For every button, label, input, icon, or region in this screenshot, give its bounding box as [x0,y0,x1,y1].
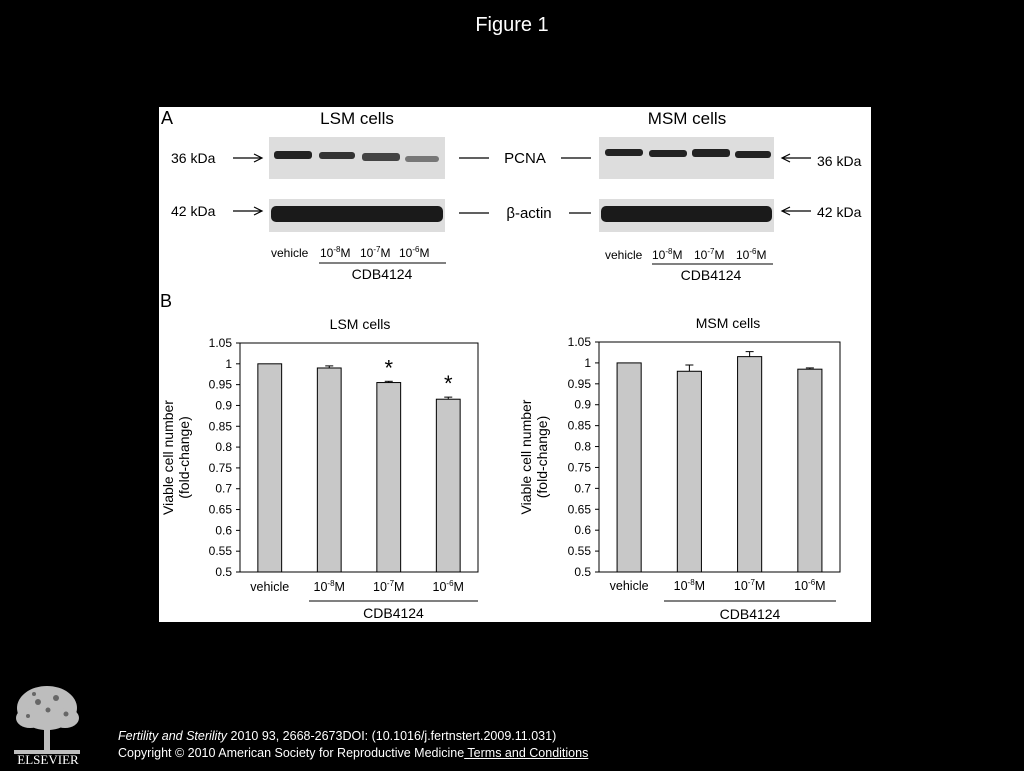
y-tick-label: 0.5 [574,565,591,579]
elsevier-logo [8,680,88,766]
arrow-right-icon [233,207,262,215]
y-tick-label: 0.8 [215,440,232,455]
y-tick-label: 0.55 [208,544,232,559]
actin-bands-right [601,206,772,222]
lane-labels-left [271,245,429,260]
y-tick-label: 1.05 [567,335,591,349]
y-tick-label: 0.95 [567,376,591,391]
arrow-right-icon [233,154,262,162]
bar [317,368,341,572]
copyright-text: Copyright © 2010 American Society for Reproductive Medicine [118,746,465,760]
y-tick-label: 0.65 [567,502,591,517]
actin-bands-left [271,206,443,222]
y-tick-label: 0.9 [215,398,232,413]
panel-b-letter: B [160,291,173,311]
x-tick-label: $10^{-7}M$ [373,579,405,594]
journal-name: Fertility and Sterility [118,729,228,743]
x-tick-label: vehicle [609,579,649,593]
bar [738,357,762,572]
y-tick-label: 0.55 [567,544,591,559]
bar [617,363,641,572]
bar [798,369,822,572]
arrow-left-icon [782,207,811,215]
y-tick-label: 0.95 [208,377,232,392]
bar [677,371,701,572]
group-label: CDB4124 [363,605,424,621]
protein-label-pcna: PCNA [504,150,546,167]
y-tick-label: 1 [584,355,591,370]
y-tick-label: 0.85 [567,418,591,433]
y-tick-label: 0.75 [567,460,591,475]
chart-title: MSM cells [695,315,761,331]
bar-chart-lsm [160,316,478,621]
figure-svg [159,107,871,622]
x-tick-label: $10^{-8}M$ [313,579,345,594]
y-axis-label: Viable cell number(fold-change) [160,400,192,515]
lane-label: vehicle [271,246,309,260]
drug-label-right: CDB4124 [680,267,742,283]
y-tick-label: 0.75 [208,460,232,475]
significance-marker: * [443,371,453,397]
y-tick-label: 1 [225,356,232,371]
x-tick-label: $10^{-6}M$ [432,579,464,594]
group-label: CDB4124 [719,606,781,622]
terms-link[interactable]: Terms and Conditions [464,746,589,760]
slide-title: Figure 1 [475,14,549,36]
y-tick-label: 0.65 [208,502,232,517]
lane-label: $10^{-8}M$ [320,245,351,260]
blot-right-title: MSM cells [647,109,727,128]
bar [377,383,401,572]
footer-citation [118,728,588,762]
y-tick-label: 0.9 [574,397,591,412]
lane-labels-right [605,247,766,262]
y-tick-label: 0.5 [215,565,232,579]
lane-label: $10^{-7}M$ [360,245,391,260]
y-tick-label: 1.05 [208,336,232,350]
mw-label-42-right: 42 kDa [817,204,862,220]
logo-wordmark: ELSEVIER [17,752,79,766]
bar-chart-msm [518,315,840,622]
blot-left-title: LSM cells [320,109,394,128]
mw-label-42-left: 42 kDa [171,203,216,219]
arrow-left-icon [782,154,811,162]
drug-label-left: CDB4124 [351,266,413,282]
chart-title: LSM cells [329,316,391,332]
y-tick-label: 0.85 [208,419,232,434]
significance-marker: * [384,355,394,381]
figure-panel [159,107,871,622]
y-axis-label: Viable cell number(fold-change) [518,399,550,515]
lane-label: $10^{-6}M$ [399,245,430,260]
citation-text: 2010 93, 2668-2673DOI: (10.1016/j.fertnstert.2009.11.031) [227,729,557,743]
y-tick-label: 0.8 [574,439,591,454]
panel-a-letter: A [161,108,174,128]
lane-label: $10^{-7}M$ [694,247,725,262]
bar [258,364,282,572]
x-tick-label: $10^{-7}M$ [733,578,766,593]
y-tick-label: 0.6 [215,523,232,538]
mw-label-36-left: 36 kDa [171,150,216,166]
lane-label: $10^{-8}M$ [652,247,683,262]
x-tick-label: vehicle [250,580,290,594]
bar [436,399,460,572]
lane-label: $10^{-6}M$ [736,247,767,262]
y-tick-label: 0.7 [574,481,591,496]
x-tick-label: $10^{-8}M$ [673,578,706,593]
lane-label: vehicle [605,248,643,262]
x-tick-label: $10^{-6}M$ [794,578,826,593]
protein-label-actin: β-actin [506,205,552,222]
mw-label-36-right: 36 kDa [817,153,862,169]
y-tick-label: 0.7 [215,481,232,496]
y-tick-label: 0.6 [574,523,591,538]
